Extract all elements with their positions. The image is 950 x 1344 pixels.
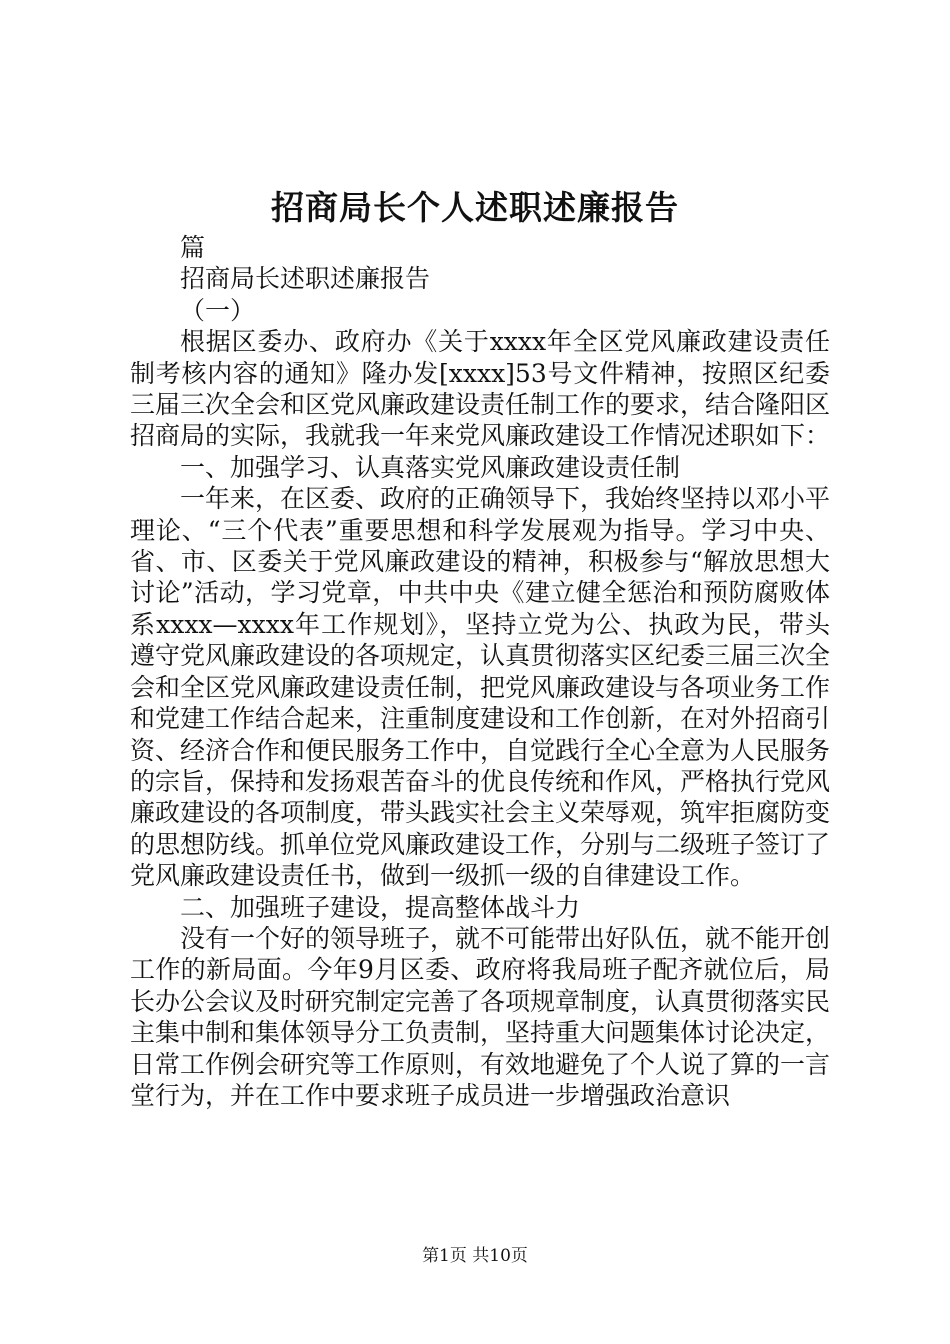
heading-section-1: 一、加强学习、认真落实党风廉政建设责任制	[180, 452, 681, 482]
document-title: 招商局长个人述职述廉报告	[271, 188, 679, 227]
paragraph-section-2: 没有一个好的领导班子，就不可能带出好队伍，就不能开创工作的新局面。今年9月区委、政府将我局班子配齐就位后，局长办公会议及时研究制定完善了各项规章制度，认真贯彻落实民主集中制和集体领导分工负责制，坚持重大问题集体讨论决定，日常工作例会研究等工作原则，有效地避免了个人说了算的一言堂行为，并在工作中要求班子成员进一步增强政治意识	[130, 923, 831, 1110]
paragraph-section-1: 一年来，在区委、政府的正确领导下，我始终坚持以邓小平理论、“三个代表”重要思想和科学发展观为指导。学习中央、省、市、区委关于党风廉政建设的精神，积极参与“解放思想大讨论”活动，学习党章，中共中央《建立健全惩治和预防腐败体系xxxx—xxxx年工作规划》，坚持立党为公、执政为民，带头遵守党风廉政建设的各项规定，认真贯彻落实区纪委三届三次全会和全区党风廉政建设责任制，把党风廉政建设与各项业务工作和党建工作结合起来，注重制度建设和工作创新，在对外招商引资、经济合作和便民服务工作中，自觉践行全心全意为人民服务的宗旨，保持和发扬艰苦奋斗的优良传统和作风，严格执行党风廉政建设的各项制度，带头践实社会主义荣辱观，筑牢拒腐防变的思想防线。抓单位党风廉政建设工作，分别与二级班子签订了党风廉政建设责任书，做到一级抓一级的自律建设工作。	[130, 484, 831, 891]
paragraph-subtitle: 招商局长述职述廉报告	[180, 264, 431, 294]
heading-section-2: 二、加强班子建设，提高整体战斗力	[180, 892, 581, 922]
document-body	[130, 232, 830, 1111]
paragraph-part-number: （一）	[180, 295, 256, 325]
paragraph-section-label: 篇	[180, 233, 206, 262]
paragraph-intro: 根据区委办、政府办《关于xxxx年全区党风廉政建设责任制考核内容的通知》隆办发[xxxx]53号文件精神，按照区纪委三届三次全会和区党风廉政建设责任制工作的要求，结合隆阳区招商局的实际，我就我一年来党风廉政建设工作情况述职如下：	[130, 327, 831, 451]
page-number: 第1页 共10页	[422, 1246, 528, 1266]
